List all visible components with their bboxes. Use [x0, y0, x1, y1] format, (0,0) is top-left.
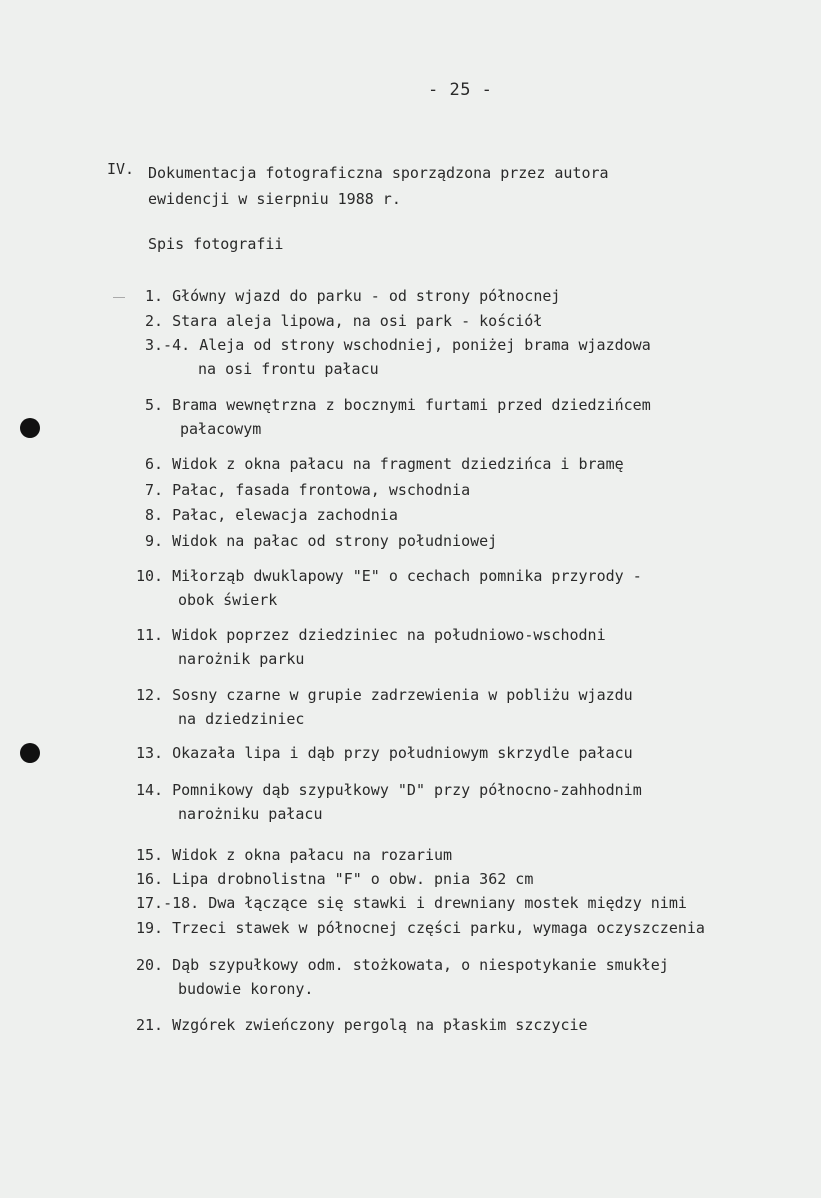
list-item [136, 891, 687, 915]
item-text: Pałac, elewacja zachodnia [172, 506, 398, 524]
page-number: - 25 - [428, 80, 493, 100]
list-item [145, 452, 624, 476]
item-number: 12. [136, 686, 164, 704]
list-item [145, 503, 398, 527]
item-number: 21. [136, 1016, 164, 1034]
list-item [136, 623, 606, 671]
item-text-continued: na dziedziniec [178, 710, 305, 728]
item-text: Miłorząb dwuklapowy "E" o cechach pomnika przyrody - [172, 567, 642, 585]
item-text: Brama wewnętrzna z bocznymi furtami przed dziedzińcem [172, 396, 651, 414]
item-number: 19. [136, 919, 164, 937]
list-item [136, 778, 642, 826]
list-item [136, 1013, 588, 1037]
item-text: Sosny czarne w grupie zadrzewienia w pobliżu wjazdu [172, 686, 633, 704]
list-item [136, 843, 452, 867]
item-number: 20. [136, 956, 164, 974]
item-number: 8. [145, 506, 164, 524]
item-text-continued: pałacowym [180, 420, 262, 438]
list-item [136, 683, 633, 731]
item-text-continued: obok świerk [178, 591, 278, 609]
item-text: Wzgórek zwieńczony pergolą na płaskim szczycie [172, 1016, 588, 1034]
item-text: Aleja od strony wschodniej, poniżej brama wjazdowa [199, 336, 651, 354]
list-item [136, 564, 642, 612]
item-number: 11. [136, 626, 164, 644]
punch-hole [20, 418, 40, 438]
item-number: 9. [145, 532, 164, 550]
item-text: Dwa łączące się stawki i drewniany mostek między nimi [208, 894, 687, 912]
item-number: 13. [136, 744, 164, 762]
item-text: Widok z okna pałacu na fragment dziedzińca i bramę [172, 455, 624, 473]
item-text: Lipa drobnolistna "F" o obw. pnia 362 cm [172, 870, 534, 888]
item-text: Główny wjazd do parku - od strony północnej [172, 287, 561, 305]
item-number: 10. [136, 567, 164, 585]
item-number: 5. [145, 396, 164, 414]
section-title-line: ewidencji w sierpniu 1988 r. [148, 190, 401, 208]
list-item [136, 953, 669, 1001]
section-title [148, 160, 768, 212]
item-number: 2. [145, 312, 164, 330]
list-item [136, 741, 633, 765]
item-text: Widok z okna pałacu na rozarium [172, 846, 453, 864]
item-text-continued: na osi frontu pałacu [198, 360, 379, 378]
item-text-continued: budowie korony. [178, 980, 314, 998]
item-text: Pałac, fasada frontowa, wschodnia [172, 481, 471, 499]
item-text: Widok na pałac od strony południowej [172, 532, 498, 550]
item-text: Pomnikowy dąb szypułkowy "D" przy północno-zahhodnim [172, 781, 642, 799]
list-title: Spis fotografii [148, 235, 284, 253]
list-item [145, 284, 560, 308]
item-number: 6. [145, 455, 164, 473]
item-number: 14. [136, 781, 164, 799]
item-text: Okazała lipa i dąb przy południowym skrzydle pałacu [172, 744, 633, 762]
section-title-line: Dokumentacja fotograficzna sporządzona przez autora [148, 164, 609, 182]
list-item [136, 867, 533, 891]
item-text: Stara aleja lipowa, na osi park - kościół [172, 312, 543, 330]
list-item [145, 478, 470, 502]
item-number: 15. [136, 846, 164, 864]
punch-hole [20, 743, 40, 763]
list-item [136, 916, 705, 940]
list-item [145, 333, 651, 381]
item-number: 1. [145, 287, 164, 305]
list-item [145, 529, 497, 553]
list-item [145, 309, 542, 333]
item-text-continued: narożnik parku [178, 650, 305, 668]
section-number: IV. [107, 160, 135, 178]
item-number: 16. [136, 870, 164, 888]
item-number: 3.-4. [145, 336, 191, 354]
item-text: Widok poprzez dziedziniec na południowo-wschodni [172, 626, 606, 644]
item-text-continued: narożniku pałacu [178, 805, 323, 823]
list-item [145, 393, 651, 441]
item-text: Trzeci stawek w północnej części parku, wymaga oczyszczenia [172, 919, 705, 937]
item-number: 17.-18. [136, 894, 200, 912]
margin-mark [113, 297, 125, 298]
item-text: Dąb szypułkowy odm. stożkowata, o niespotykanie smukłej [172, 956, 669, 974]
item-number: 7. [145, 481, 164, 499]
